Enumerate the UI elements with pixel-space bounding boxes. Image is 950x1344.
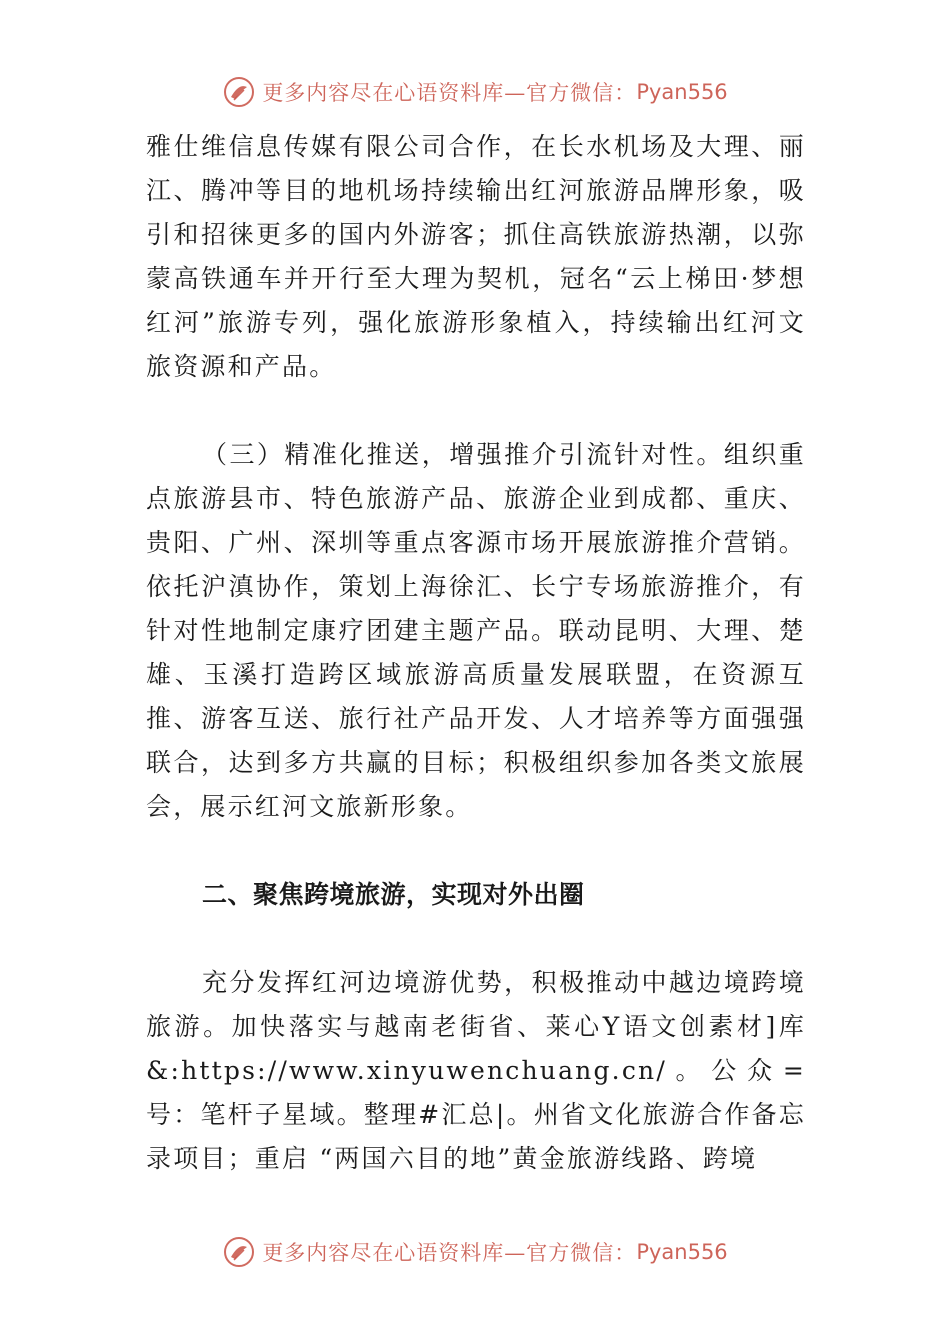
paragraph-2: （三）精准化推送，增强推介引流针对性。组织重点旅游县市、特色旅游产品、旅游企业到成都、重庆、贵阳、广州、深圳等重点客源市场开展旅游推介营销。依托沪滇协作，策划上海徐汇、长宁专场旅游推介，有针对性地制定康疗团建主题产品。联动昆明、大理、楚雄、玉溪打造跨区域旅游高质量发展联盟，在资源互推、游客互送、旅行社产品开发、人才培养等方面强强联合，达到多方共赢的目标；积极组织参加各类文旅展会，展示红河文旅新形象。 (146, 440, 806, 821)
document-body (146, 125, 806, 1181)
watermark-text: 更多内容尽在心语资料库—官方微信： (262, 81, 637, 105)
watermark-id: Pyan556 (636, 1240, 728, 1264)
section-heading: 二、聚焦跨境旅游，实现对外出圈 (202, 880, 585, 909)
logo-icon (222, 1235, 256, 1269)
paragraph-1: 雅仕维信息传媒有限公司合作，在长水机场及大理、丽江、腾冲等目的地机场持续输出红河旅游品牌形象，吸引和招徕更多的国内外游客；抓住高铁旅游热潮，以弥蒙高铁通车并开行至大理为契机，冠名“云上梯田·梦想红河”旅游专列，强化旅游形象植入，持续输出红河文旅资源和产品。 (146, 132, 806, 381)
watermark-id: Pyan556 (636, 80, 728, 104)
logo-icon (222, 75, 256, 109)
watermark-banner-top (0, 72, 950, 112)
watermark-banner-bottom (0, 1232, 950, 1272)
paragraph-3: 充分发挥红河边境游优势，积极推动中越边境跨境旅游。加快落实与越南老街省、莱心Y语文创素材]库&:https://www.xinyuwenchuang.cn/。公众=号：笔杆子星域。整理#汇总|。州省文化旅游合作备忘录项目；重启 “两国六目的地”黄金旅游线路、跨境 (146, 968, 806, 1173)
watermark-text: 更多内容尽在心语资料库—官方微信： (262, 1241, 637, 1265)
